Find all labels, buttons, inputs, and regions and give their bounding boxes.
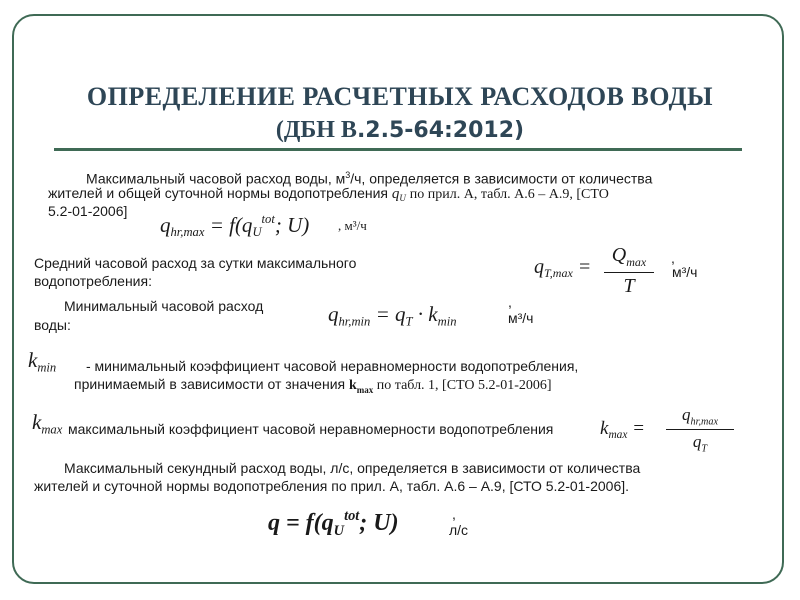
- formula-qt-max-lhs: $q_{T,max}$ =: [534, 256, 592, 281]
- fraction-denominator: $q_T$: [692, 432, 708, 455]
- p6-line2: жителей и суточной нормы водопотребления по прил. А, табл. А.6 – А.9, [СТО 5.2-01-2006].: [34, 478, 630, 494]
- fraction-bar: [666, 429, 734, 430]
- unit-m3h-2: м³/ч: [672, 264, 698, 280]
- title-divider: [54, 148, 742, 151]
- formula-kmax-fraction: [666, 405, 734, 455]
- p5-text: максимальный коэффициент часовой неравномерности водопотребления: [68, 421, 554, 437]
- formula-qhr-max: $q_{hr,max} = f(q_U^{tot}$; U): [160, 212, 310, 240]
- formula-kmax-lhs: $k_{max}$ =: [600, 418, 645, 441]
- formula-qt-max-fraction: [604, 244, 654, 298]
- comma-2: ,: [671, 250, 675, 266]
- fraction-denominator: T: [623, 275, 635, 297]
- p3-line2: воды:: [34, 317, 71, 333]
- fraction-numerator: $q_{hr,max}$: [682, 405, 718, 428]
- unit-m3h-3: м³/ч: [508, 310, 534, 326]
- kmin-symbol: $k_{min}$: [28, 348, 57, 375]
- p1-line1: Максимальный часовой расход воды, $м^3/ч$, определяется в зависимости от количества: [86, 170, 653, 187]
- formula-q-second: $q = f(q_U^{tot}$; U): [268, 508, 399, 540]
- slide-subtitle: (ДБН В.2.5-64:2012): [275, 117, 525, 143]
- qu-symbol: $q_U$: [391, 186, 406, 204]
- p4-line1: - минимальный коэффициент часовой неравномерности водопотребления,: [86, 358, 579, 374]
- fraction-bar: [604, 272, 654, 273]
- p2-line1: Средний часовой расход за сутки максимального: [34, 255, 357, 271]
- comma-6: ,: [452, 506, 456, 522]
- fraction-numerator: $Q_{max}$: [611, 244, 647, 269]
- p6-line1: Максимальный секундный расход воды, л/с, определяется в зависимости от количества: [64, 460, 641, 476]
- unit-ls: л/с: [449, 522, 469, 538]
- p2-line2: водопотребления:: [34, 273, 152, 289]
- slide-title: ОПРЕДЕЛЕНИЕ РАСЧЕТНЫХ РАСХОДОВ ВОДЫ: [86, 82, 714, 111]
- p3-line1: Минимальный часовой расход: [64, 298, 264, 314]
- comma-3: ,: [508, 294, 512, 310]
- p1-line3: 5.2-01-2006]: [48, 203, 128, 219]
- unit-m3h-1: , м³/ч: [338, 218, 367, 233]
- kmax-symbol: $k_{max}$: [32, 410, 63, 437]
- p4-line2: принимаемый в зависимости от значения $k_{max}$ по табл. 1, [СТО 5.2-01-2006]: [74, 376, 552, 395]
- formula-qhr-min: $q_{hr,min} = q_T \cdot k_{min}$: [328, 302, 457, 329]
- p1-line2: жителей и общей суточной нормы водопотребления $q_U$ по прил. А, табл. А.6 – А.9, [СТО: [48, 185, 609, 204]
